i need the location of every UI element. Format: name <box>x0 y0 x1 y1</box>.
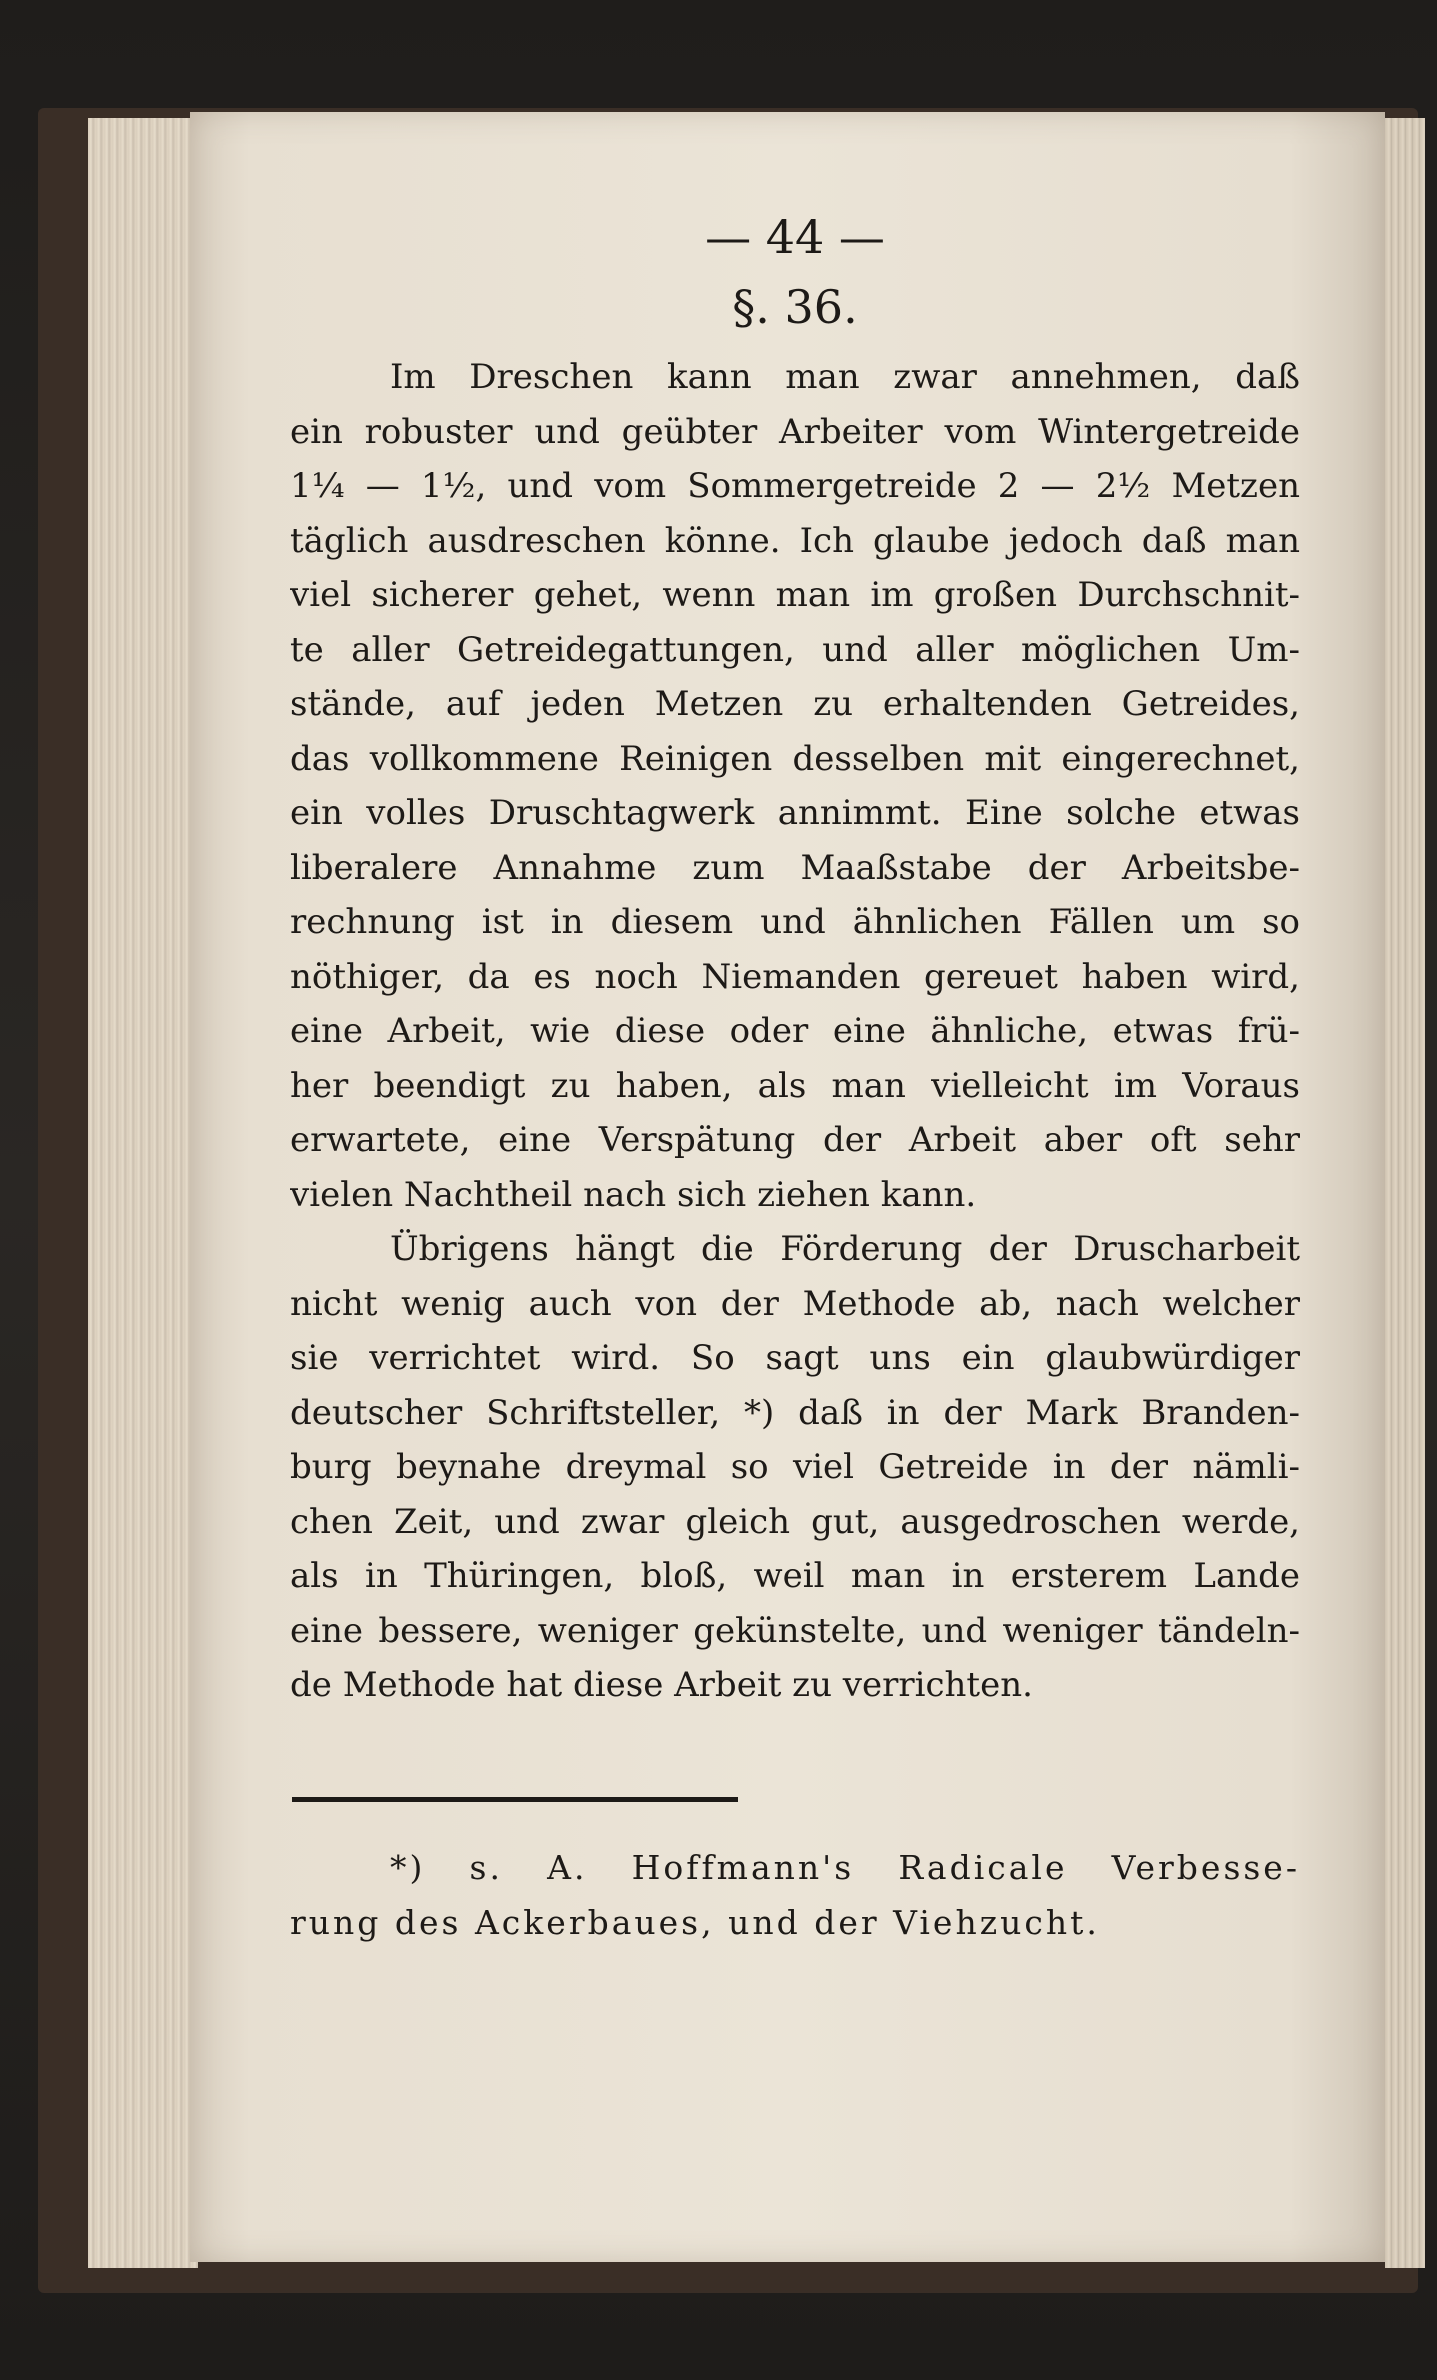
text-line: nicht wenig auch von der Methode ab, nach welcher <box>290 1283 1300 1324</box>
paragraph-1 <box>290 350 1300 1222</box>
text-line: nöthiger, da es noch Niemanden gereuet haben wird, <box>290 956 1300 997</box>
footnote-line: *) s. A. Hoffmann's Radicale Verbesse- <box>390 1848 1300 1887</box>
section-heading: §. 36. <box>732 280 858 334</box>
footnote-rule <box>292 1797 738 1802</box>
text-line: Im Dreschen kann man zwar annehmen, daß <box>390 357 1300 397</box>
text-line: her beendigt zu haben, als man vielleicht im Voraus <box>290 1065 1300 1106</box>
text-line: liberalere Annahme zum Maaßstabe der Arbeitsbe- <box>290 847 1300 888</box>
page-number: — 44 — <box>705 210 885 264</box>
text-line: viel sicherer gehet, wenn man im großen Durchschnit- <box>290 575 1300 615</box>
page-edges-right <box>1385 118 1425 2268</box>
text-line: chen Zeit, und zwar gleich gut, ausgedroschen werde, <box>290 1501 1300 1542</box>
paragraph-2 <box>290 1222 1300 1713</box>
text-line: eine Arbeit, wie diese oder eine ähnliche, etwas frü- <box>290 1011 1300 1051</box>
text-line: de Methode hat diese Arbeit zu verrichten. <box>290 1665 1033 1705</box>
text-line: ein robuster und geübter Arbeiter vom Wintergetreide <box>290 411 1300 452</box>
text-line: das vollkommene Reinigen desselben mit eingerechnet, <box>290 738 1300 779</box>
text-line: deutscher Schriftsteller, *) daß in der Mark Branden- <box>290 1392 1300 1433</box>
text-line: 1¼ — 1½, und vom Sommergetreide 2 — 2½ Metzen <box>290 466 1300 506</box>
footnote-line: rung des Ackerbaues, und der Viehzucht. <box>290 1902 1100 1942</box>
page-body <box>290 210 1300 1713</box>
text-line: stände, auf jeden Metzen zu erhaltenden Getreides, <box>290 684 1300 724</box>
text-line: erwartete, eine Verspätung der Arbeit aber oft sehr <box>290 1120 1300 1160</box>
text-line: sie verrichtet wird. So sagt uns ein glaubwürdiger <box>290 1338 1300 1378</box>
text-line: als in Thüringen, bloß, weil man in ersterem Lande <box>290 1556 1300 1596</box>
text-line: Übrigens hängt die Förderung der Druscharbeit <box>390 1229 1300 1269</box>
text-line: burg beynahe dreymal so viel Getreide in der nämli- <box>290 1447 1300 1487</box>
page-edges-left <box>88 118 198 2268</box>
text-line: ein volles Druschtagwerk annimmt. Eine solche etwas <box>290 793 1300 833</box>
text-line: vielen Nachtheil nach sich ziehen kann. <box>290 1174 977 1215</box>
text-line: rechnung ist in diesem und ähnlichen Fällen um so <box>290 902 1300 942</box>
text-line: te aller Getreidegattungen, und aller möglichen Um- <box>290 629 1300 670</box>
text-line: eine bessere, weniger gekünstelte, und weniger tändeln- <box>290 1610 1300 1651</box>
text-line: täglich ausdreschen könne. Ich glaube jedoch daß man <box>290 520 1300 561</box>
footnote <box>290 1840 1300 1949</box>
